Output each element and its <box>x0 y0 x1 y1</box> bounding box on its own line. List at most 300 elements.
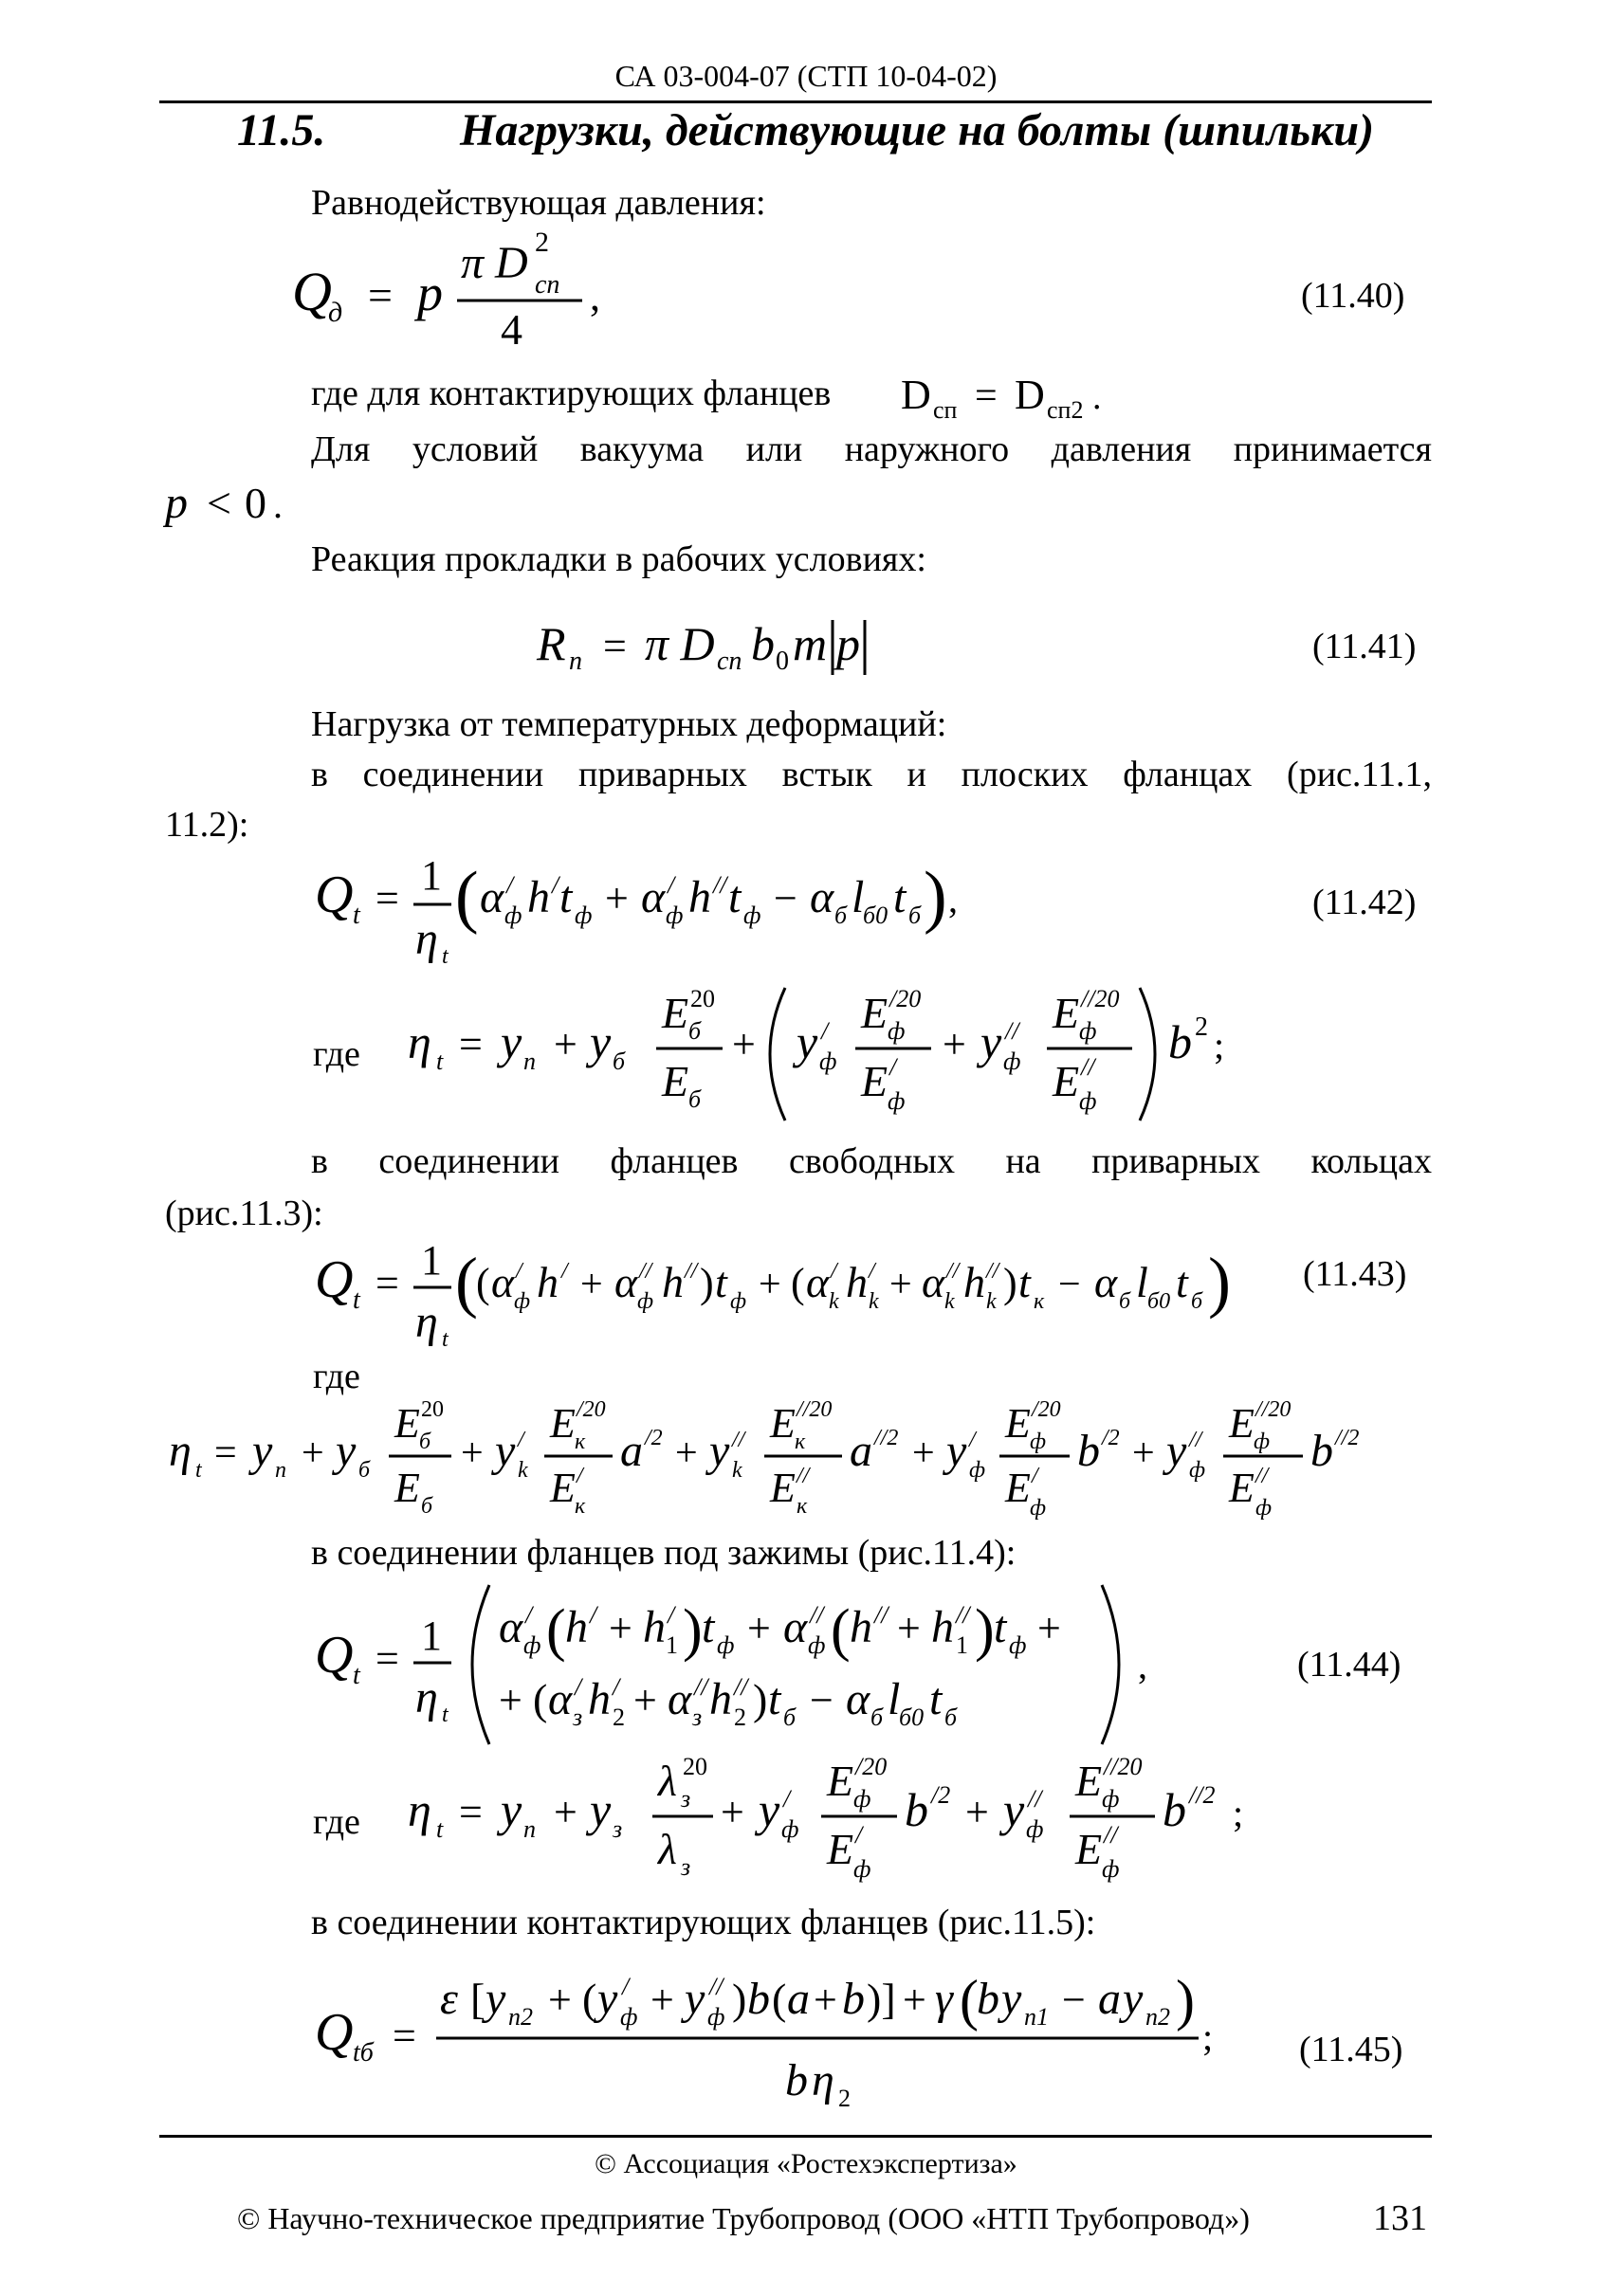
svg-text:+: + <box>889 1263 912 1306</box>
svg-text:ф: ф <box>1030 1496 1047 1521</box>
formula-11-45 <box>303 1955 1290 2116</box>
svg-text:з: з <box>692 1704 703 1731</box>
svg-text:h: h <box>850 1602 872 1652</box>
svg-text:tб: tб <box>353 2038 374 2068</box>
svg-text://: // <box>639 1259 652 1284</box>
paragraph-gasket-reaction: Реакция прокладки в рабочих условиях: <box>311 539 926 579</box>
svg-text:0: 0 <box>245 479 266 527</box>
formula-11-44 <box>303 1574 1195 1754</box>
svg-text:k: k <box>944 1289 955 1314</box>
svg-text://: // <box>1104 1821 1118 1849</box>
svg-text:h: h <box>963 1258 985 1306</box>
svg-text:η: η <box>408 1015 431 1068</box>
svg-text:b: b <box>785 2055 808 2105</box>
svg-text:h: h <box>588 1674 611 1724</box>
svg-text:l: l <box>888 1674 901 1724</box>
equation-number-11-41: (11.41) <box>1312 627 1417 666</box>
svg-text:ф: ф <box>1102 1855 1120 1883</box>
svg-text:−: − <box>810 1677 833 1723</box>
svg-text:/20: /20 <box>577 1397 606 1422</box>
svg-text:2: 2 <box>535 227 549 258</box>
svg-text:з: з <box>573 1704 583 1731</box>
svg-text:ф: ф <box>1102 1785 1120 1813</box>
svg-text:+: + <box>814 1977 837 2023</box>
svg-text:k: k <box>518 1458 528 1483</box>
svg-text:+: + <box>609 1605 632 1651</box>
svg-text:ф: ф <box>888 1087 906 1115</box>
svg-text:ε: ε <box>440 1974 458 2024</box>
svg-text:к: к <box>575 1430 586 1454</box>
svg-text://2: //2 <box>1335 1426 1360 1450</box>
svg-text:t: t <box>436 1048 444 1075</box>
svg-text:/: / <box>577 1464 583 1488</box>
svg-text:t: t <box>436 1815 444 1843</box>
svg-text:ф: ф <box>1030 1430 1047 1454</box>
paragraph-where-contact: где для контактирующих фланцев <box>311 374 832 413</box>
svg-text:ф: ф <box>523 1631 541 1659</box>
svg-text:.: . <box>1092 377 1102 417</box>
svg-text:б0: б0 <box>1147 1289 1171 1314</box>
svg-text:ф: ф <box>1255 1496 1273 1521</box>
svg-text:Q: Q <box>315 866 354 924</box>
svg-text:1: 1 <box>421 852 442 899</box>
svg-text://: // <box>1255 1464 1269 1488</box>
svg-text:p: p <box>417 264 443 321</box>
svg-text:п2: п2 <box>508 2003 533 2031</box>
svg-text://: // <box>1028 1785 1042 1813</box>
paragraph-weld-neck-line2: 11.2): <box>165 805 249 845</box>
svg-text:π D: π D <box>645 617 715 670</box>
svg-text:б: б <box>783 1704 797 1731</box>
svg-text:/20: /20 <box>889 985 922 1012</box>
svg-text:b: b <box>977 1974 999 2024</box>
paragraph-pressure-resultant: Равнодействующая давления: <box>311 183 766 223</box>
svg-text:=: = <box>214 1431 237 1475</box>
svg-text:=: = <box>459 1789 483 1835</box>
svg-text:α: α <box>922 1258 945 1306</box>
svg-text:/: / <box>1032 1464 1038 1488</box>
svg-text:b: b <box>1163 1783 1186 1836</box>
svg-text:=: = <box>368 271 393 319</box>
svg-text://20: //20 <box>1081 985 1120 1012</box>
svg-text:/: / <box>622 1973 630 2000</box>
svg-text:(: ( <box>455 1244 478 1320</box>
svg-text:α: α <box>641 872 666 922</box>
svg-text:=: = <box>603 623 627 669</box>
svg-text:/: / <box>969 1428 976 1452</box>
svg-text:=: = <box>376 875 399 921</box>
svg-text://: // <box>732 1428 745 1452</box>
svg-text:,: , <box>590 273 600 319</box>
svg-text:E: E <box>394 1465 420 1511</box>
svg-text:b: b <box>1168 1015 1192 1068</box>
svg-text:D: D <box>1015 372 1045 418</box>
svg-text:λ: λ <box>658 1825 677 1873</box>
formula-eta-11-43 <box>161 1390 1432 1532</box>
svg-text:(: ( <box>582 1975 597 2023</box>
svg-text:α: α <box>1094 1258 1118 1306</box>
svg-text:+: + <box>633 1677 657 1723</box>
svg-text:б: б <box>870 1704 884 1731</box>
svg-text:ф: ф <box>1003 1048 1021 1075</box>
svg-text:y: y <box>501 1015 522 1068</box>
svg-text:ф: ф <box>888 1017 906 1045</box>
svg-text:a: a <box>850 1426 872 1476</box>
svg-text:γ: γ <box>935 1974 953 2024</box>
svg-text:/: / <box>821 1017 829 1045</box>
svg-text:1: 1 <box>956 1631 968 1659</box>
svg-text:ф: ф <box>1254 1430 1271 1454</box>
svg-text:λ: λ <box>658 1757 677 1805</box>
svg-text:+: + <box>1132 1431 1155 1475</box>
svg-text:/: / <box>518 1428 524 1452</box>
svg-text:+: + <box>554 1789 577 1835</box>
svg-text://20: //20 <box>797 1397 833 1422</box>
svg-text://2: //2 <box>874 1426 899 1450</box>
svg-text:α: α <box>491 1258 515 1306</box>
svg-text:E: E <box>1005 1400 1031 1447</box>
svg-text:y: y <box>252 1426 273 1476</box>
svg-text:ф: ф <box>514 1289 531 1314</box>
svg-text:ф: ф <box>743 902 761 929</box>
svg-text:/20: /20 <box>855 1753 888 1780</box>
svg-text:t: t <box>353 1285 360 1315</box>
svg-text:/: / <box>613 1673 620 1701</box>
svg-text:;: ; <box>1202 2015 1214 2058</box>
svg-text:п: п <box>569 647 582 676</box>
svg-text:a: a <box>620 1426 643 1476</box>
svg-text:4: 4 <box>501 305 522 354</box>
svg-text:ф: ф <box>1079 1017 1097 1045</box>
svg-text://20: //20 <box>1255 1397 1291 1422</box>
svg-text:б: б <box>908 902 922 929</box>
svg-text:E: E <box>1075 1825 1103 1873</box>
equation-number-11-43: (11.43) <box>1303 1254 1407 1294</box>
svg-text://: // <box>1081 1053 1095 1081</box>
svg-text:t: t <box>702 1602 715 1652</box>
svg-text:η: η <box>415 914 438 964</box>
svg-text:t: t <box>1176 1258 1188 1306</box>
svg-text:k: k <box>732 1458 742 1483</box>
label-where-3: где <box>313 1802 360 1842</box>
svg-text:h: h <box>931 1602 954 1652</box>
svg-text:): ) <box>975 1598 995 1663</box>
svg-text:p: p <box>836 617 860 670</box>
svg-text:y: y <box>709 1426 730 1476</box>
svg-text:y: y <box>1003 1783 1025 1836</box>
svg-text:ф: ф <box>575 902 593 929</box>
paragraph-clamps: в соединении фланцев под зажимы (рис.11.4): <box>311 1533 1017 1573</box>
svg-text:=: = <box>376 1635 399 1682</box>
svg-text:y: y <box>1001 1974 1022 2024</box>
formula-11-40 <box>284 223 645 355</box>
svg-text:E: E <box>394 1400 420 1447</box>
svg-text:ф: ф <box>666 902 684 929</box>
svg-text:б: б <box>613 1048 626 1075</box>
svg-text:=: = <box>376 1260 399 1306</box>
svg-text:к: к <box>575 1494 586 1519</box>
svg-text:E: E <box>770 1465 796 1511</box>
paragraph-contact: в соединении контактирующих фланцев (рис.11.5): <box>311 1903 1096 1942</box>
svg-text:ф: ф <box>1009 1631 1027 1659</box>
formula-p-less-zero <box>163 472 324 538</box>
svg-text:/: / <box>831 1259 837 1284</box>
svg-text:b: b <box>751 617 775 670</box>
svg-text:б: б <box>688 1017 702 1045</box>
svg-text:к: к <box>795 1430 806 1454</box>
svg-text:t: t <box>1018 1258 1031 1306</box>
formula-11-41 <box>531 607 891 683</box>
svg-text:20: 20 <box>421 1397 444 1422</box>
svg-text:R: R <box>537 617 566 670</box>
svg-text:/2: /2 <box>931 1781 951 1809</box>
svg-text://: // <box>694 1673 708 1701</box>
svg-text:t: t <box>442 1703 449 1727</box>
svg-text:k: k <box>869 1289 879 1314</box>
svg-text:п: п <box>523 1048 536 1075</box>
svg-text:α: α <box>480 872 504 922</box>
svg-text:y: y <box>590 1015 612 1068</box>
svg-text:б0: б0 <box>863 902 888 929</box>
svg-text://: // <box>874 1601 888 1629</box>
svg-text:20: 20 <box>690 985 715 1012</box>
svg-text:+: + <box>912 1431 935 1475</box>
svg-text:): ) <box>1176 1969 1195 2032</box>
svg-text://2: //2 <box>1189 1781 1216 1809</box>
svg-text:/: / <box>590 1601 597 1629</box>
svg-text:ф: ф <box>1189 1458 1206 1483</box>
equation-number-11-44: (11.44) <box>1297 1645 1401 1685</box>
svg-text:з: з <box>681 1785 691 1813</box>
svg-text:б: б <box>419 1430 431 1454</box>
svg-text:ф: ф <box>620 2003 638 2031</box>
svg-text:α: α <box>846 1674 870 1724</box>
svg-text:): ) <box>753 1675 768 1723</box>
svg-text:/: / <box>855 1821 863 1849</box>
svg-text:π D: π D <box>461 238 528 288</box>
svg-text:E: E <box>861 1057 888 1105</box>
svg-text:(: ( <box>831 1598 851 1663</box>
svg-text:=: = <box>459 1021 483 1067</box>
svg-text:E: E <box>662 1057 689 1105</box>
svg-text:+: + <box>965 1789 989 1835</box>
svg-text:t: t <box>442 944 449 969</box>
svg-text://: // <box>810 1601 824 1629</box>
svg-text:.: . <box>273 483 283 526</box>
svg-text:+: + <box>897 1605 921 1651</box>
page-number: 131 <box>1373 2198 1427 2238</box>
svg-text:h: h <box>565 1602 588 1652</box>
formula-11-43 <box>303 1229 1290 1352</box>
svg-text:−: − <box>774 875 797 921</box>
equation-number-11-45: (11.45) <box>1299 2030 1403 2069</box>
equation-number-11-40: (11.40) <box>1301 276 1405 316</box>
svg-text:2: 2 <box>734 1704 746 1731</box>
svg-text:E: E <box>550 1465 576 1511</box>
svg-text:б: б <box>1191 1289 1203 1314</box>
svg-text:+: + <box>548 1977 572 2023</box>
svg-text:(: ( <box>533 1675 548 1723</box>
svg-text:б: б <box>834 902 848 929</box>
svg-text:y: y <box>685 1974 705 2024</box>
svg-text:+: + <box>747 1605 771 1651</box>
svg-text:,: , <box>948 878 958 920</box>
svg-text:1: 1 <box>421 1613 442 1659</box>
svg-text:y: y <box>495 1426 516 1476</box>
svg-text:п2: п2 <box>1145 2003 1170 2031</box>
svg-text:h: h <box>527 872 550 922</box>
svg-text:b: b <box>842 1974 865 2024</box>
svg-text:ф: ф <box>1026 1815 1044 1843</box>
svg-text:+: + <box>732 1021 756 1067</box>
svg-text:η: η <box>415 1672 438 1722</box>
svg-text:/20: /20 <box>1032 1397 1061 1422</box>
svg-text:y: y <box>980 1015 1002 1068</box>
svg-text:h: h <box>688 872 711 922</box>
svg-text:+: + <box>461 1431 484 1475</box>
svg-text:+: + <box>580 1263 603 1306</box>
svg-text:): ) <box>924 858 947 936</box>
svg-text:[: [ <box>470 1975 485 2023</box>
svg-text:E: E <box>550 1400 576 1447</box>
svg-text:<: < <box>207 479 231 527</box>
svg-text:(: ( <box>546 1598 566 1663</box>
svg-text://: // <box>734 1673 748 1701</box>
svg-text:(: ( <box>791 1260 805 1306</box>
header-rule <box>159 100 1432 103</box>
paragraph-thermal-load: Нагрузка от температурных деформаций: <box>311 704 947 744</box>
svg-text:t: t <box>195 1458 202 1483</box>
svg-text:/: / <box>869 1259 875 1284</box>
svg-text:E: E <box>827 1825 854 1873</box>
formula-eta-11-42 <box>398 976 1271 1138</box>
svg-text:α: α <box>548 1674 573 1724</box>
svg-text:m: m <box>793 617 828 670</box>
svg-text:+: + <box>721 1789 744 1835</box>
svg-text:сп: сп <box>717 647 742 676</box>
paragraph-vacuum: Для условий вакуума или наружного давления принимается <box>311 429 1432 469</box>
svg-text:E: E <box>827 1757 854 1805</box>
svg-text:к: к <box>1034 1289 1045 1314</box>
svg-text:E: E <box>770 1400 796 1447</box>
svg-text:t: t <box>559 872 573 922</box>
svg-text:/: / <box>561 1259 568 1284</box>
svg-text:t: t <box>994 1602 1007 1652</box>
svg-text://: // <box>946 1259 960 1284</box>
svg-text:t: t <box>715 1258 727 1306</box>
svg-text://: // <box>956 1601 970 1629</box>
svg-text:б: б <box>944 1704 958 1731</box>
svg-text://: // <box>685 1259 698 1284</box>
svg-text:p: p <box>165 478 188 528</box>
svg-text://: // <box>713 871 727 899</box>
document-code: СА 03-004-07 (СТП 10-04-02) <box>614 59 998 93</box>
svg-text:20: 20 <box>683 1753 707 1780</box>
svg-text:,: , <box>1138 1644 1147 1686</box>
svg-text:сп2: сп2 <box>1047 396 1084 424</box>
svg-text:η: η <box>169 1426 192 1476</box>
svg-text:): ) <box>1208 1244 1231 1320</box>
svg-text:/: / <box>525 1601 533 1629</box>
svg-text:)]: )] <box>867 1975 896 2023</box>
svg-text:/: / <box>552 871 559 899</box>
svg-text:t: t <box>929 1674 943 1724</box>
svg-text:+: + <box>943 1021 966 1067</box>
svg-text:+: + <box>302 1431 324 1475</box>
svg-text:з: з <box>613 1815 623 1843</box>
equation-number-11-42: (11.42) <box>1312 883 1417 922</box>
svg-text:1: 1 <box>421 1237 442 1284</box>
svg-text:y: y <box>590 1783 612 1836</box>
label-where-2: где <box>313 1357 360 1396</box>
svg-text:y: y <box>501 1783 522 1836</box>
svg-text:Q: Q <box>315 1250 354 1309</box>
svg-text:): ) <box>732 1975 747 2023</box>
svg-text:t: t <box>728 872 742 922</box>
svg-text:/: / <box>668 1601 675 1629</box>
svg-text:+: + <box>499 1677 522 1723</box>
svg-text:α: α <box>783 1602 808 1652</box>
footer-copyright-company: © Научно-техническое предприятие Трубопровод (ООО «НТП Трубопровод») <box>237 2201 1250 2235</box>
svg-text:п: п <box>523 1815 536 1843</box>
svg-text:ф: ф <box>808 1631 826 1659</box>
svg-text:ф: ф <box>717 1631 735 1659</box>
svg-text:b: b <box>1077 1426 1100 1476</box>
svg-text:(: ( <box>772 1975 787 2023</box>
svg-text:): ) <box>700 1260 714 1306</box>
svg-text://20: //20 <box>1104 1753 1143 1780</box>
svg-text:α: α <box>499 1602 523 1652</box>
svg-text:y: y <box>336 1426 357 1476</box>
svg-text:+: + <box>903 1977 926 2023</box>
svg-text:k: k <box>829 1289 839 1314</box>
svg-text:E: E <box>1005 1465 1031 1511</box>
svg-text:E: E <box>662 989 689 1037</box>
svg-text:к: к <box>797 1494 808 1519</box>
formula-11-42 <box>303 842 1043 975</box>
svg-text:−: − <box>1062 1977 1086 2023</box>
label-where-1: где <box>313 1034 360 1074</box>
svg-text:сп: сп <box>933 396 958 424</box>
svg-text:з: з <box>681 1853 691 1881</box>
svg-text:α: α <box>614 1258 638 1306</box>
svg-text:/2: /2 <box>1102 1426 1120 1450</box>
svg-text:=: = <box>975 374 998 418</box>
svg-text:б0: б0 <box>899 1704 925 1731</box>
svg-text:б: б <box>688 1085 702 1113</box>
svg-text://: // <box>986 1259 999 1284</box>
svg-text:+: + <box>1037 1605 1061 1651</box>
section-number: 11.5. <box>237 105 326 155</box>
svg-text:): ) <box>683 1598 703 1663</box>
svg-text:y: y <box>597 1974 618 2024</box>
svg-text:y: y <box>1123 1974 1144 2024</box>
svg-text:t: t <box>768 1674 781 1724</box>
formula-dsp <box>897 363 1163 429</box>
svg-text:h: h <box>846 1258 868 1306</box>
svg-text:ф: ф <box>969 1458 986 1483</box>
svg-text:ф: ф <box>707 2003 725 2031</box>
svg-text:h: h <box>537 1258 559 1306</box>
svg-text:η: η <box>812 2055 834 2105</box>
svg-text:Q: Q <box>315 2003 354 2062</box>
svg-text:y: y <box>1166 1426 1187 1476</box>
svg-text:ф: ф <box>730 1289 747 1314</box>
svg-text://: // <box>797 1464 810 1488</box>
svg-text:/: / <box>516 1259 522 1284</box>
svg-text:(: ( <box>960 1969 979 2032</box>
svg-text:б: б <box>1119 1289 1131 1314</box>
